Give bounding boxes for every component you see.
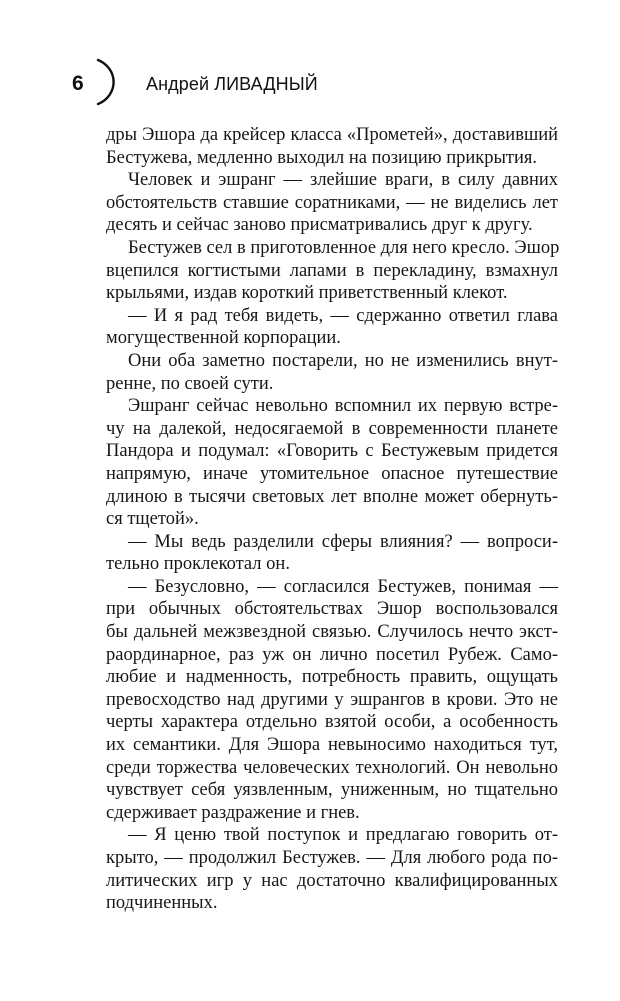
- text-line: среди торжества человеческих технологий. Он невольно: [106, 757, 558, 778]
- text-line: крыто, — продолжил Бестужев. — Для любого рода по-: [106, 848, 558, 868]
- text-line: любие и надменность, потребность править, ощущать: [106, 667, 558, 688]
- text-line: — Я ценю твой поступок и предлагаю говорить от-: [128, 825, 558, 846]
- running-head: Андрей ЛИВАДНЫЙ: [146, 74, 318, 94]
- text-line: Бестужева, медленно выходил на позицию прикрытия.: [106, 147, 538, 168]
- text-line: длиною в тысячи световых лет вполне может обернуть-: [106, 486, 558, 507]
- text-line: при обычных обстоятельствах Эшор воспользовался: [106, 599, 558, 620]
- text-line: черты характера отдельно взятой особи, а особенность: [106, 712, 558, 733]
- text-line: могущественной корпорации.: [106, 328, 341, 349]
- text-line: обстоятельств ставшие соратниками, — не виделись лет: [106, 192, 558, 213]
- text-line: Бестужев сел в приготовленное для него кресло. Эшор: [128, 237, 560, 258]
- page-header: [62, 58, 562, 108]
- text-line: напрямую, иначе утомительное опасное путешествие: [106, 463, 558, 484]
- text-line: — Безусловно, — согласился Бестужев, понимая —: [128, 576, 558, 597]
- text-line: Пандора и подумал: «Говорить с Бестужевым придется: [106, 441, 558, 462]
- text-line: Эшранг сейчас невольно вспомнил их первую встре-: [128, 396, 558, 417]
- text-line: тельно проклекотал он.: [106, 554, 290, 575]
- text-line: ренне, по своей сути.: [106, 373, 274, 394]
- decorative-arc-icon: [88, 58, 128, 106]
- page-number: 6: [72, 72, 84, 95]
- text-line: сдерживает раздражение и гнев.: [106, 802, 360, 823]
- text-line: дры Эшора да крейсер класса «Прометей», доставивший: [106, 125, 558, 145]
- text-line: бы дальней межзвездной связью. Случилось нечто экст-: [106, 622, 558, 643]
- text-line: ся тщетой».: [106, 509, 199, 530]
- body-text: [106, 124, 558, 915]
- text-line: раординарное, раз уж он лично посетил Рубеж. Само-: [106, 644, 558, 665]
- text-line: — Мы ведь разделили сферы влияния? — вопроси-: [128, 531, 558, 552]
- text-line: — И я рад тебя видеть, — сдержанно ответил глава: [128, 305, 558, 326]
- text-line: Они оба заметно постарели, но не изменились внут-: [128, 350, 558, 371]
- text-line: подчиненных.: [106, 893, 218, 914]
- text-line: чувствует себя уязвленным, униженным, но тщательно: [106, 780, 558, 801]
- text-line: превосходство над другими у эшрангов в крови. Это не: [106, 689, 558, 710]
- text-line: чу на далекой, недосягаемой в современности планете: [106, 418, 558, 439]
- text-line: их семантики. Для Эшора невыносимо находиться тут,: [106, 735, 558, 756]
- text-line: литических игр у нас достаточно квалифицированных: [106, 870, 558, 891]
- text-line: вцепился когтистыми лапами в перекладину, взмахнул: [106, 260, 558, 281]
- text-line: десять и сейчас заново присматривались друг к другу.: [106, 215, 533, 236]
- text-line: крыльями, издав короткий приветственный клекот.: [106, 283, 508, 304]
- text-line: Человек и эшранг — злейшие враги, в силу давних: [128, 170, 558, 191]
